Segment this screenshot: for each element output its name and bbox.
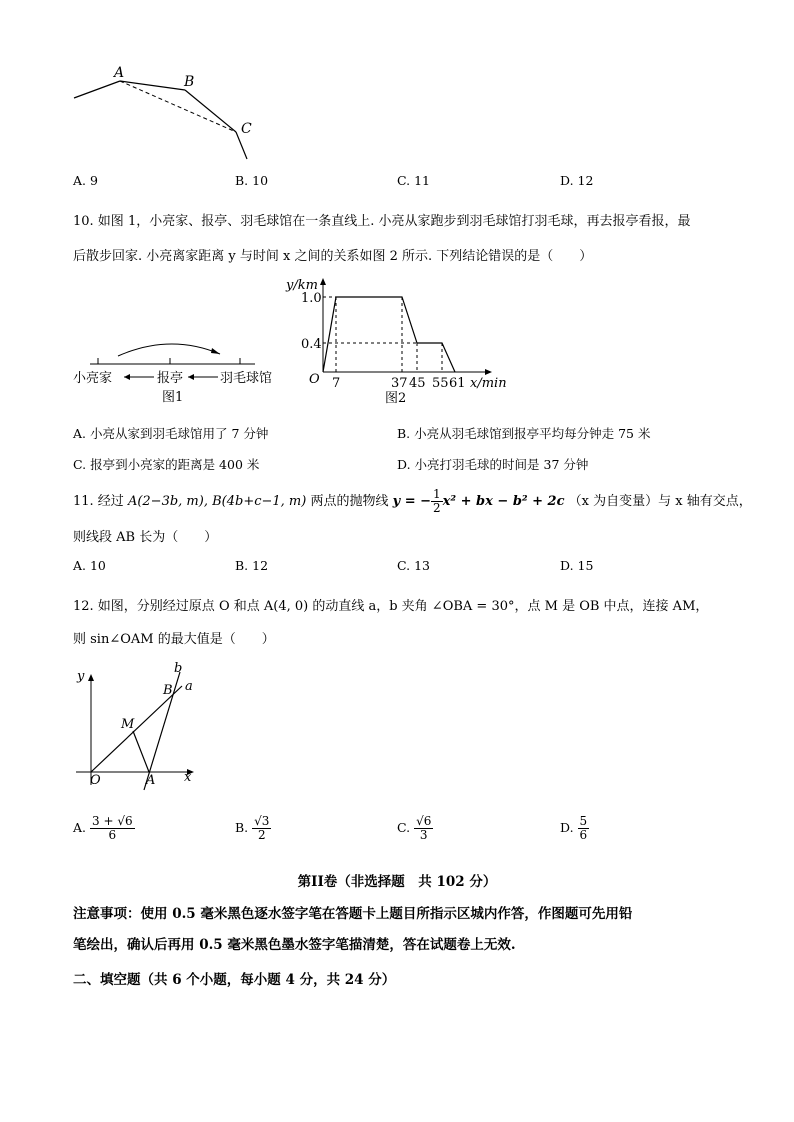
q11-eq-left: y = − (392, 494, 432, 510)
q11-points: A(2−3b, m), B(4b+c−1, m) (127, 494, 307, 510)
q10-fig2-origin: O (309, 372, 320, 387)
q11-option-c: C. 13 (397, 558, 430, 573)
q10-fig1-home: 小亮家 (73, 371, 113, 386)
q9-option-d: D. 12 (560, 173, 594, 188)
q11-eq-right: x² + bx − b² + 2c (442, 494, 565, 510)
q11-option-a: A. 10 (73, 558, 106, 573)
q10-option-c: C. 报亭到小亮家的距离是 400 米 (73, 457, 260, 472)
q10-fig1-caption: 图1 (162, 390, 184, 405)
q12-label-a-point: A (146, 773, 156, 788)
q11-eq-fraction (431, 488, 443, 515)
q10-stem-line1: 10. 如图 1，小亮家、报亭、羽毛球馆在一条直线上. 小亮从家跑步到羽毛球馆打羽毛球，再去报亭看报，最 (73, 214, 691, 229)
q12-figure (70, 660, 210, 795)
q12-label-x: x (184, 770, 192, 785)
q12-option-b (235, 815, 271, 842)
q12-option-b-den: 2 (257, 828, 266, 843)
section2-title: 第II卷（非选择题 共 102 分） (297, 874, 497, 890)
q11-pre: 11. 经过 (73, 494, 124, 510)
q12-stem-line2: 则 sin∠OAM 的最大值是（ ） (73, 632, 275, 647)
q12-option-a-label: A. (73, 820, 87, 836)
q11-note: （x 为自变量）与 x 轴有交点， (568, 494, 752, 510)
q12-option-d-label: D. (560, 820, 574, 836)
q12-label-m: M (121, 717, 135, 732)
q10-option-b: B. 小亮从羽毛球馆到报亭平均每分钟走 75 米 (397, 426, 651, 441)
q11-stem-line2: 则线段 AB 长为（ ） (73, 530, 218, 545)
q12-label-line-b: b (174, 661, 183, 676)
q11-mid: 两点的抛物线 (310, 494, 389, 510)
q12-label-b-point: B (163, 683, 173, 698)
q10-option-d: D. 小亮打羽毛球的时间是 37 分钟 (397, 457, 589, 472)
q10-fig1-gym: 羽毛球馆 (220, 371, 273, 386)
q11-option-b: B. 12 (235, 558, 269, 573)
q10-option-a: A. 小亮从家到羽毛球馆用了 7 分钟 (73, 426, 269, 441)
q10-fig2-xtick-55: 55 (432, 376, 449, 391)
q12-option-b-fraction (252, 815, 271, 842)
q12-option-c-fraction (414, 815, 433, 842)
q12-option-d-fraction (578, 815, 590, 842)
q12-option-b-label: B. (235, 820, 249, 836)
q10-fig2-ytick-0.4: 0.4 (301, 337, 322, 352)
q10-fig2-caption: 图2 (385, 391, 407, 406)
q10-fig2-xtick-45: 45 (409, 376, 426, 391)
q9-option-b: B. 10 (235, 173, 269, 188)
q9-label-c: C (241, 121, 252, 137)
q9-option-a: A. 9 (73, 173, 98, 188)
q9-option-c: C. 11 (397, 173, 430, 188)
q12-label-y: y (77, 669, 85, 684)
q11-eq-num: 1 (433, 487, 441, 501)
q12-option-c-den: 3 (419, 828, 428, 843)
q9-figure (60, 60, 280, 170)
q12-option-d-den: 6 (579, 828, 588, 843)
q10-fig2-ylabel: y/km (286, 278, 318, 293)
q11-stem-line1 (73, 488, 752, 515)
q10-fig2-xtick-7: 7 (332, 376, 341, 391)
section2-notice-line1: 注意事项：使用 0.5 毫米黑色逐水签字笔在答题卡上题目所指示区城内作答，作图题可先用铅 (73, 906, 633, 922)
q12-option-b-num: √3 (254, 814, 270, 828)
q9-label-a: A (114, 65, 125, 81)
q12-stem-line1: 12. 如图，分别经过原点 O 和点 A(4, 0) 的动直线 a，b 夹角 ∠OBA = 30°，点 M 是 OB 中点，连接 AM， (73, 599, 709, 614)
section2-notice-line2: 笔绘出，确认后再用 0.5 毫米黑色墨水签字笔描清楚，答在试题卷上无效. (73, 937, 516, 953)
q10-fig2-xlabel: x/min (470, 376, 507, 391)
q12-option-a-fraction (90, 815, 135, 842)
q12-option-a-den: 6 (108, 828, 117, 843)
q10-fig2-xtick-61: 61 (449, 376, 466, 391)
q12-option-c-num: √6 (416, 814, 432, 828)
q10-fig2-ytick-1: 1.0 (301, 291, 322, 306)
q12-option-c (397, 815, 433, 842)
q12-option-d (560, 815, 589, 842)
q12-option-d-num: 5 (579, 814, 588, 828)
q10-fig2-xtick-37: 37 (391, 376, 408, 391)
section2-heading: 二、填空题（共 6 个小题，每小题 4 分，共 24 分） (73, 972, 396, 988)
q10-fig1-kiosk: 报亭 (157, 371, 184, 386)
q11-eq-den: 2 (433, 501, 441, 516)
q10-figure2 (280, 272, 520, 407)
q9-label-b: B (184, 74, 195, 90)
q12-label-o: O (90, 773, 101, 788)
q12-label-line-a: a (185, 679, 193, 694)
q10-figure1 (70, 335, 295, 410)
q12-option-c-label: C. (397, 820, 411, 836)
q10-stem-line2: 后散步回家. 小亮离家距离 y 与时间 x 之间的关系如图 2 所示. 下列结论错误的是（ ） (73, 249, 593, 264)
q11-option-d: D. 15 (560, 558, 594, 573)
q12-option-a (73, 815, 135, 842)
q12-option-a-num: 3 + √6 (92, 814, 133, 828)
